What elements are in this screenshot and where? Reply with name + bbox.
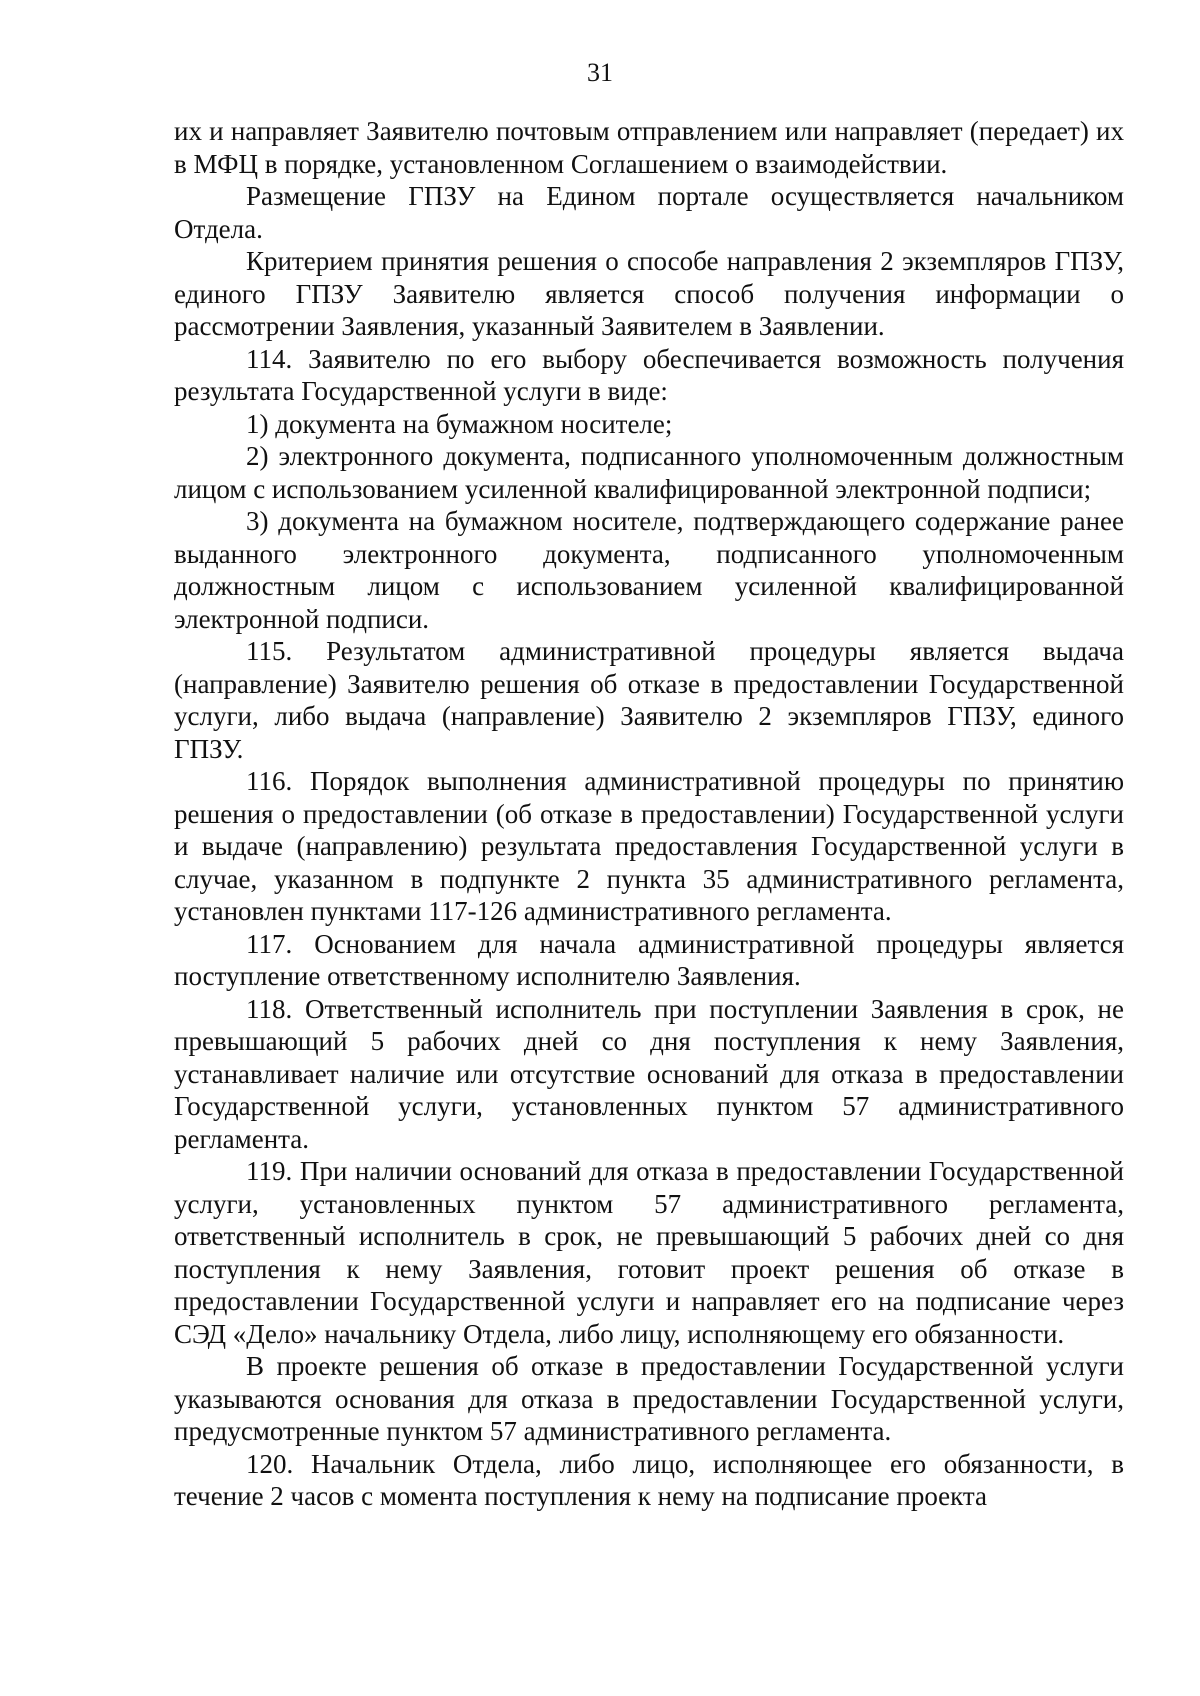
paragraph-114-item-3: 3) документа на бумажном носителе, подтверждающего содержание ранее выданного электронного документа, подписанного уполномоченным должностным лицом с использованием усиленной квалифицированной электронной подписи. bbox=[174, 506, 1124, 634]
paragraph-114-item-2: 2) электронного документа, подписанного уполномоченным должностным лицом с использованием усиленной квалифицированной электронной подписи; bbox=[174, 441, 1124, 504]
paragraph-gpzu-placement: Размещение ГПЗУ на Едином портале осуществляется начальником Отдела. bbox=[174, 181, 1124, 244]
paragraph-114-item-1: 1) документа на бумажном носителе; bbox=[246, 408, 673, 439]
paragraph-117: 117. Основанием для начала административной процедуры является поступление ответственному исполнителю Заявления. bbox=[174, 928, 1124, 991]
paragraph-118: 118. Ответственный исполнитель при поступлении Заявления в срок, не превышающий 5 рабочих дней со дня поступления к нему Заявления, устанавливает наличие или отсутствие оснований для отказа в предоставлении Государственной услуги, установленных пунктом 57 административного регламента. bbox=[174, 993, 1124, 1154]
page-number: 31 bbox=[587, 58, 613, 87]
paragraph-119: 119. При наличии оснований для отказа в предоставлении Государственной услуги, установленных пунктом 57 административного регламента, ответственный исполнитель в срок, не превышающий 5 рабочих дней со дня поступления к нему Заявления, готовит проект решения об отказе в предоставлении Государственной услуги и направляет его на подписание через СЭД «Дело» начальнику Отдела, либо лицу, исполняющему его обязанности. bbox=[174, 1156, 1124, 1349]
paragraph-120: 120. Начальник Отдела, либо лицо, исполняющее его обязанности, в течение 2 часов с момента поступления к нему на подписание проекта bbox=[174, 1448, 1124, 1511]
paragraph-115: 115. Результатом административной процедуры является выдача (направление) Заявителю решения об отказе в предоставлении Государственной услуги, либо выдача (направление) Заявителю 2 экземпляров ГПЗУ, единого ГПЗУ. bbox=[174, 636, 1124, 764]
paragraph-decision-criterion: Критерием принятия решения о способе направления 2 экземпляров ГПЗУ, единого ГПЗУ Заявителю является способ получения информации о рассмотрении Заявления, указанный Заявителем в Заявлении. bbox=[174, 246, 1124, 341]
paragraph-116: 116. Порядок выполнения административной процедуры по принятию решения о предоставлении (об отказе в предоставлении) Государственной услуги и выдаче (направлению) результата предоставления Государственной услуги в случае, указанном в подпункте 2 пункта 35 административного регламента, установлен пунктами 117-126 административного регламента. bbox=[174, 766, 1124, 926]
paragraph-continuation: их и направляет Заявителю почтовым отправлением или направляет (передает) их в МФЦ в порядке, установленном Соглашением о взаимодействии. bbox=[174, 116, 1124, 179]
paragraph-refusal-grounds: В проекте решения об отказе в предоставлении Государственной услуги указываются основания для отказа в предоставлении Государственной услуги, предусмотренные пунктом 57 административного регламента. bbox=[174, 1351, 1124, 1446]
paragraph-114: 114. Заявителю по его выбору обеспечивается возможность получения результата Государственной услуги в виде: bbox=[174, 343, 1124, 406]
document-body bbox=[174, 115, 1124, 1513]
